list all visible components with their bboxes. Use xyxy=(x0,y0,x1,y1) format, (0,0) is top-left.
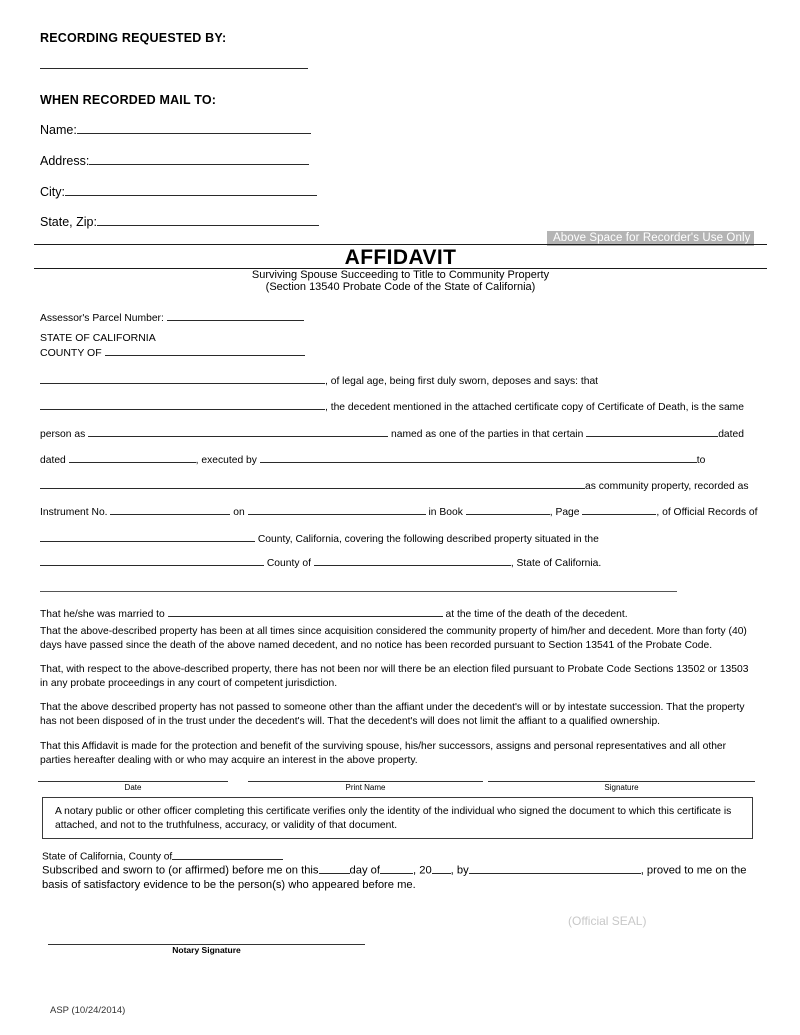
print-name-signature-line[interactable] xyxy=(248,781,483,782)
official-records-tail-text: , of Official Records of xyxy=(656,506,758,518)
county-of-label: COUNTY OF xyxy=(40,346,102,359)
instrument-number-line[interactable] xyxy=(40,504,758,519)
instrument-kind-input-line[interactable] xyxy=(586,426,718,437)
dated-input-line[interactable] xyxy=(69,452,196,463)
jurat-county-input-line[interactable] xyxy=(172,849,283,860)
jurat-day-input-line[interactable] xyxy=(319,862,350,874)
situated-state-tail-text: , State of California. xyxy=(510,557,602,569)
mail-field-city[interactable] xyxy=(40,183,317,199)
print-name-caption: Print Name xyxy=(345,783,386,792)
county-of-input-line[interactable] xyxy=(105,345,305,356)
jurat-state-county-line[interactable] xyxy=(42,849,283,863)
community-property-tail-text: as community property, recorded as xyxy=(585,480,749,492)
instrument-no-input-line[interactable] xyxy=(110,504,230,515)
mail-field-address-input-line[interactable] xyxy=(89,152,309,165)
paragraph-protection-benefit: That this Affidavit is made for the protection and benefit of the surviving spouse, his/her successors, assigns and personal representatives and all other parties hereafter dealing with or who may acquire an interest in the above property. xyxy=(40,741,727,766)
dated-executed-by-line[interactable] xyxy=(40,452,705,467)
signature-slot-print-name[interactable] xyxy=(248,781,483,792)
mail-field-state-zip[interactable] xyxy=(40,213,319,229)
person-as-line[interactable] xyxy=(40,426,744,441)
county-california-tail-text: County, California, covering the following described property situated in the xyxy=(257,533,599,545)
notary-signature-slot[interactable] xyxy=(48,944,365,955)
person-as-mid-text: named as one of the parties in that certain xyxy=(390,428,584,440)
spouse-name-input-line[interactable] xyxy=(168,606,443,617)
footer-form-code: ASP (10/24/2014) xyxy=(50,1005,126,1016)
instrument-date-input-line[interactable] xyxy=(248,504,426,515)
notary-disclosure-box xyxy=(42,797,753,839)
document-subtitle-line-1: Surviving Spouse Succeeding to Title to Community Property xyxy=(251,269,550,281)
city-situated-input-line[interactable] xyxy=(40,555,264,566)
jurat-year-prefix: , 20 xyxy=(413,864,432,877)
mail-field-name-input-line[interactable] xyxy=(77,121,311,134)
situated-county-line[interactable] xyxy=(40,555,601,570)
page-title: AFFIDAVIT xyxy=(344,246,457,269)
legal-description-input-line[interactable] xyxy=(40,591,677,592)
mail-field-address-label: Address: xyxy=(40,153,90,168)
jurat-proved-text: , proved to me on the xyxy=(640,864,747,877)
official-seal-placeholder: (Official SEAL) xyxy=(568,914,647,928)
situated-county-of-label: County of xyxy=(266,557,311,569)
state-of-california-text: STATE OF CALIFORNIA xyxy=(40,332,156,344)
community-property-line[interactable] xyxy=(40,478,748,493)
mail-field-state-zip-label: State, Zip: xyxy=(40,214,97,229)
affiant-name-input-line[interactable] xyxy=(40,373,325,384)
jurat-day-of-label: day of xyxy=(349,864,380,877)
affiant-name-line[interactable] xyxy=(40,373,598,388)
grantee-input-line[interactable] xyxy=(40,478,585,489)
dated-tail-text: to xyxy=(696,454,706,466)
notary-disclosure-text: A notary public or other officer completing this certificate verifies only the identity of the individual who signed the document to which this certificate is attached, and not to the truthfulness, accuracy, or validity of that document. xyxy=(55,806,732,831)
jurat-state-county-label: State of California, County of xyxy=(42,851,173,863)
dated-label: dated xyxy=(40,454,66,466)
decedent-name-input-line[interactable] xyxy=(40,399,325,410)
assessors-parcel-number-field[interactable] xyxy=(40,310,304,324)
mail-field-city-input-line[interactable] xyxy=(65,183,317,196)
mail-field-name-label: Name: xyxy=(40,122,77,137)
jurat-month-input-line[interactable] xyxy=(380,862,413,874)
mail-field-state-zip-input-line[interactable] xyxy=(97,213,319,226)
recording-requested-by-label: RECORDING REQUESTED BY: xyxy=(40,31,227,45)
married-to-line[interactable] xyxy=(40,606,628,621)
book-input-line[interactable] xyxy=(466,504,550,515)
jurat-sworn-line[interactable] xyxy=(42,862,757,879)
signature-slot-signature[interactable] xyxy=(488,781,755,792)
in-book-label: in Book xyxy=(428,506,463,518)
executed-by-label: , executed by xyxy=(195,454,257,466)
county-of-field[interactable] xyxy=(40,345,305,360)
paragraph-no-election: That, with respect to the above-described property, there has not been nor will there be an election filed pursuant to Probate Code Sections 13502 or 13503 in any probate proceedings in any court of competent jurisdiction. xyxy=(40,664,749,689)
mail-field-name[interactable] xyxy=(40,121,311,137)
assessors-parcel-number-input-line[interactable] xyxy=(167,310,304,321)
notary-signature-caption: Notary Signature xyxy=(172,945,241,955)
signature-caption: Signature xyxy=(604,783,639,792)
jurat-name-input-line[interactable] xyxy=(469,862,641,874)
recording-requested-by-input-line[interactable] xyxy=(40,68,308,69)
title-rule-top xyxy=(34,244,767,245)
person-as-input-line[interactable] xyxy=(88,426,388,437)
jurat-subscribed-text: Subscribed and sworn to (or affirmed) before me on this xyxy=(42,864,319,877)
document-subtitle-line-2: (Section 13540 Probate Code of the State of California) xyxy=(265,281,536,293)
instrument-on-label: on xyxy=(233,506,245,518)
signature-slot-date[interactable] xyxy=(38,781,228,792)
county-california-line[interactable] xyxy=(40,531,599,546)
instrument-no-label: Instrument No. xyxy=(40,506,108,518)
recorder-use-banner: Above Space for Recorder's Use Only xyxy=(547,231,754,246)
person-as-label: person as xyxy=(40,428,86,440)
situated-county-input-line[interactable] xyxy=(314,555,511,566)
when-recorded-mail-to-label: WHEN RECORDED MAIL TO: xyxy=(40,93,217,107)
paragraph-not-passed: That the above described property has not passed to someone other than the affiant under the decedent's will or by intestate succession. That the property has not been disposed of in the trust under the decedent's will. That the decedent's will does not limit the affiant to a qualified ownership. xyxy=(40,702,745,727)
married-to-label: That he/she was married to xyxy=(40,608,165,620)
records-county-input-line[interactable] xyxy=(40,531,255,542)
mail-field-address[interactable] xyxy=(40,152,309,168)
paragraph-community-property: That the above-described property has been at all times since acquisition considered the community property of him/her and decedent. More than forty (40) days have passed since the death of the above named decedent, and no notice has been recorded pursuant to Section 13541 of the Probate Code. xyxy=(40,626,747,651)
signature-line[interactable] xyxy=(488,781,755,782)
jurat-year-input-line[interactable] xyxy=(432,862,451,874)
person-as-tail-text: dated xyxy=(718,428,744,440)
decedent-name-line[interactable] xyxy=(40,399,744,414)
decedent-name-tail-text: , the decedent mentioned in the attached certificate copy of Certificate of Death, is the same xyxy=(325,401,744,413)
married-to-tail-text: at the time of the death of the decedent. xyxy=(445,608,628,620)
assessors-parcel-number-label: Assessor's Parcel Number: xyxy=(40,312,164,324)
mail-field-city-label: City: xyxy=(40,184,65,199)
jurat-by-label: , by xyxy=(450,864,469,877)
executed-by-input-line[interactable] xyxy=(260,452,697,463)
date-caption: Date xyxy=(124,783,142,792)
affiant-name-tail-text: , of legal age, being first duly sworn, deposes and says: that xyxy=(325,375,599,387)
page-input-line[interactable] xyxy=(582,504,656,515)
page-label: , Page xyxy=(549,506,580,518)
jurat-evidence-text: basis of satisfactory evidence to be the person(s) who appeared before me. xyxy=(42,879,416,891)
date-signature-line[interactable] xyxy=(38,781,228,782)
